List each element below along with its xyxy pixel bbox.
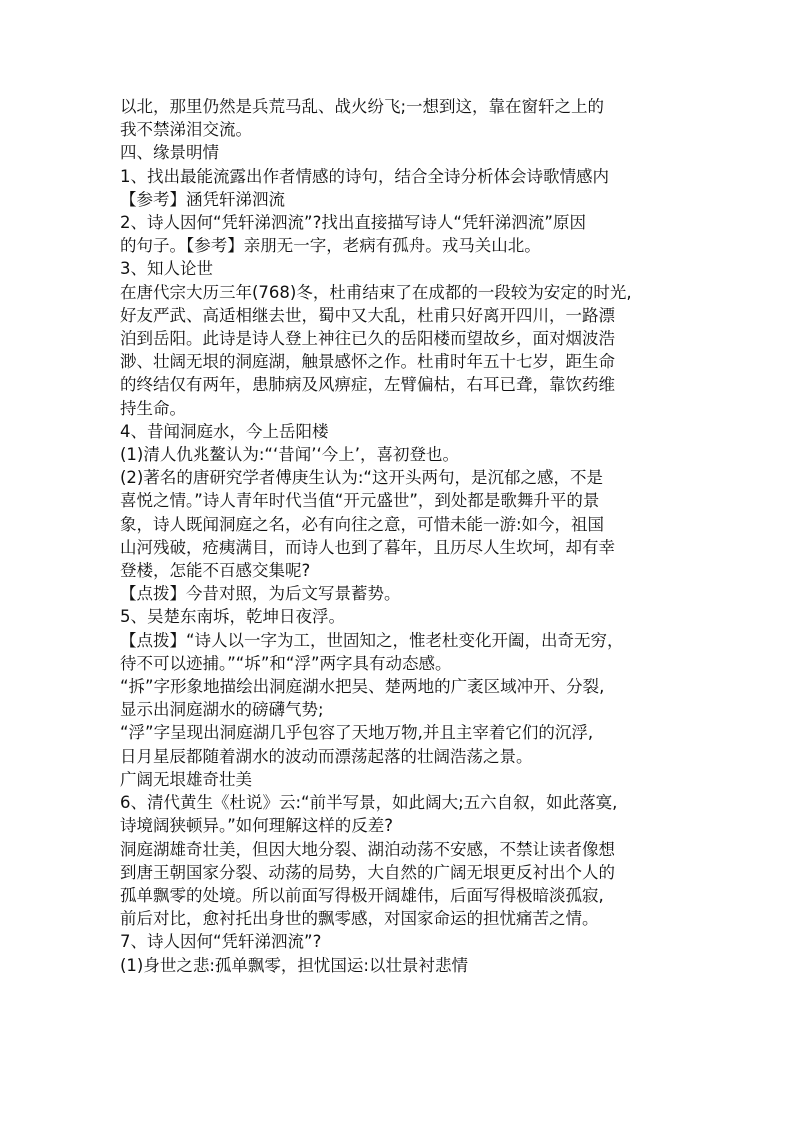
text-line: “拆”字形象地描绘出洞庭湖水把吴、楚两地的广袤区域冲开、分裂, bbox=[120, 677, 605, 697]
text-line: 山河残破，疮痍满目，而诗人也到了暮年，且历尽人生坎坷，却有幸 bbox=[120, 537, 615, 557]
text-line: 广阔无垠雄奇壮美 bbox=[120, 769, 252, 789]
text-line: 在唐代宗大历三年(768)冬，杜甫结束了在成都的一段较为安定的时光, bbox=[120, 282, 632, 302]
text-line: 日月星辰都随着湖水的波动而漂荡起落的壮阔浩荡之景。 bbox=[120, 746, 533, 766]
subheading: 5、吴楚东南坼，乾坤日夜浮。 bbox=[120, 607, 345, 627]
subheading: 3、知人论世 bbox=[120, 259, 213, 279]
question-line: 1、找出最能流露出作者情感的诗句，结合全诗分析体会诗歌情感内 bbox=[120, 166, 609, 186]
text-line: 渺、壮阔无垠的洞庭湖，触景感怀之作。杜甫时年五十七岁，距生命 bbox=[120, 352, 615, 372]
text-line: 的句子。【参考】亲朋无一字，老病有孤舟。戎马关山北。 bbox=[120, 236, 541, 256]
question-line: 6、清代黄生《杜说》云:“前半写景，如此阔大;五六自叙，如此落寞, bbox=[120, 793, 618, 813]
document-page bbox=[120, 95, 680, 977]
question-line: 2、诗人因何“凭轩涕泗流”?找出直接描写诗人“凭轩涕泗流”原因 bbox=[120, 213, 586, 233]
text-line: 的终结仅有两年，患肺病及风痹症，左臂偏枯，右耳已聋，靠饮药维 bbox=[120, 375, 615, 395]
text-line: 象，诗人既闻洞庭之名，必有向往之意，可惜未能一游:如今，祖国 bbox=[120, 514, 605, 534]
text-line: 我不禁涕泪交流。 bbox=[120, 120, 252, 140]
text-line: 显示出洞庭湖水的磅礴气势; bbox=[120, 700, 324, 720]
text-line: 持生命。 bbox=[120, 398, 186, 418]
question-line: 7、诗人因何“凭轩涕泗流”? bbox=[120, 932, 322, 952]
text-line: “浮”字呈现出洞庭湖几乎包容了天地万物,并且主宰着它们的沉浮, bbox=[120, 723, 594, 743]
text-line: 诗境阔狭顿异。”如何理解这样的反差? bbox=[120, 816, 394, 836]
text-line: 泊到岳阳。此诗是诗人登上神往已久的岳阳楼而望故乡，面对烟波浩 bbox=[120, 329, 615, 349]
text-line: 好友严武、高适相继去世，蜀中又大乱，杜甫只好离开四川，一路漂 bbox=[120, 305, 615, 325]
text-line: 待不可以迹捕。”“坼”和“浮”两字具有动态感。 bbox=[120, 653, 452, 673]
text-line: 洞庭湖雄奇壮美，但因大地分裂、湖泊动荡不安感，不禁让读者像想 bbox=[120, 839, 615, 859]
text-line: 喜悦之情。”诗人青年时代当值“开元盛世”，到处都是歌舞升平的景 bbox=[120, 491, 600, 511]
subheading: 4、昔闻洞庭水，今上岳阳楼 bbox=[120, 421, 329, 441]
text-line: (1)身世之悲:孤单飘零，担忧国运:以壮景衬悲情 bbox=[120, 955, 468, 975]
tip-line: 【点拨】“诗人以一字为工，世固知之，惟老杜变化开阖，出奇无穷， bbox=[120, 630, 624, 650]
reference-answer: 【参考】涵凭轩涕泗流 bbox=[120, 189, 285, 209]
text-line: 前后对比，愈衬托出身世的飘零感，对国家命运的担忧痛苦之情。 bbox=[120, 909, 599, 929]
tip-line: 【点拨】今昔对照，为后文写景蓄势。 bbox=[120, 584, 401, 604]
section-heading: 四、缘景明情 bbox=[120, 143, 219, 163]
text-line: (2)著名的唐研究学者傅庚生认为:“这开头两句，是沉郁之感，不是 bbox=[120, 468, 603, 488]
text-line: 到唐王朝国家分裂、动荡的局势，大自然的广阔无垠更反衬出个人的 bbox=[120, 862, 615, 882]
text-line: 以北，那里仍然是兵荒马乱、战火纷飞;一想到这，靠在窗轩之上的 bbox=[120, 97, 605, 116]
text-line: (1)清人仇兆鳌认为:“‘昔闻’‘今上’，喜初登也。 bbox=[120, 445, 459, 465]
text-line: 登楼，怎能不百感交集呢? bbox=[120, 561, 311, 581]
text-line: 孤单飘零的处境。所以前面写得极开阔雄伟，后面写得极暗淡孤寂, bbox=[120, 885, 604, 905]
